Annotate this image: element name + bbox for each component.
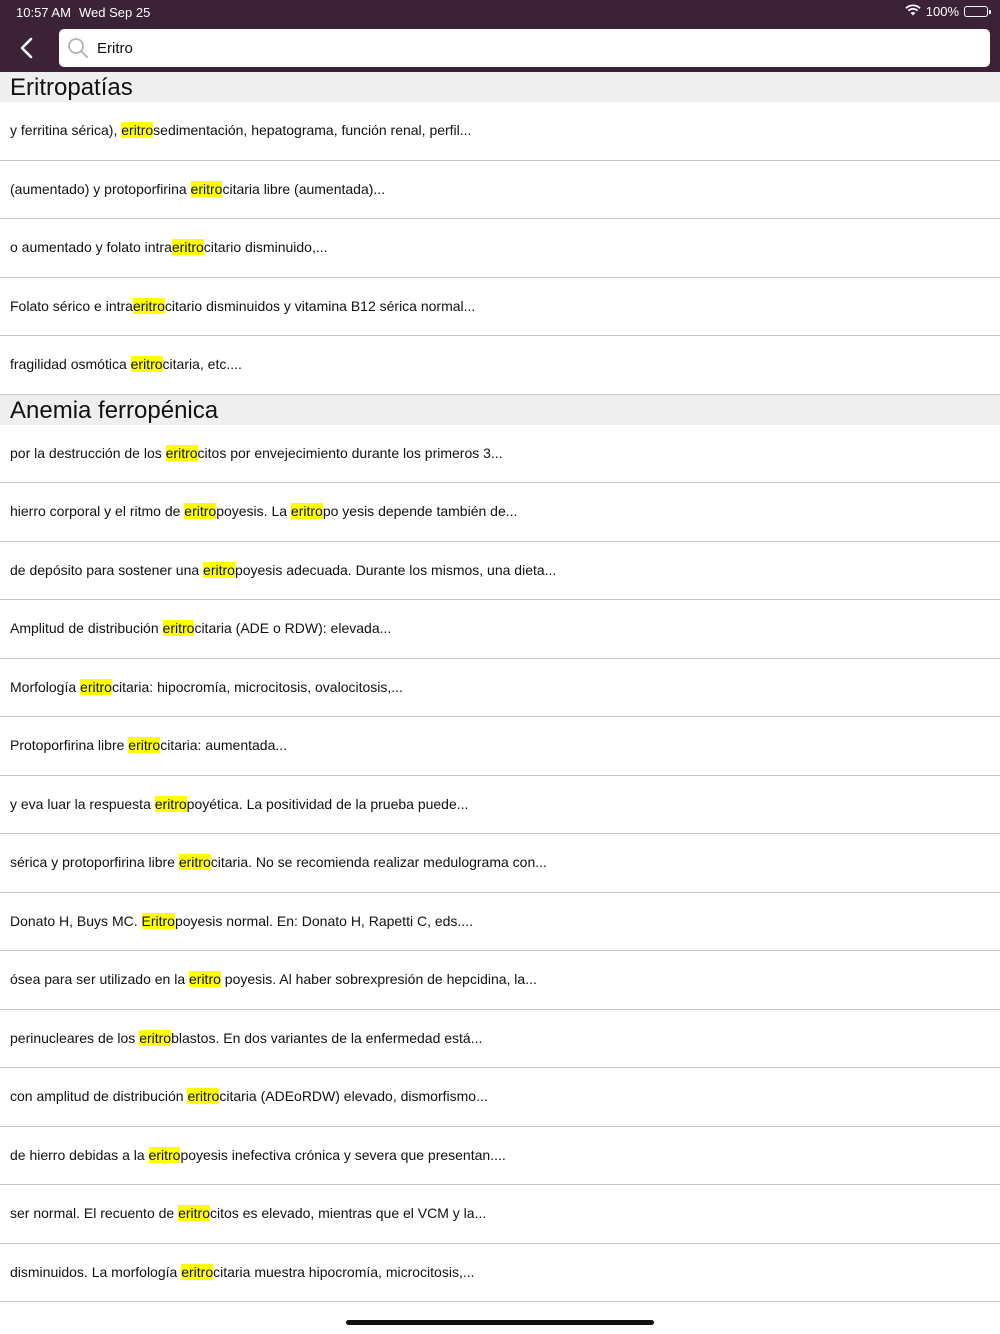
search-match-highlight: eritro (190, 180, 223, 197)
result-text: poyética. La positividad de la prueba puede... (186, 795, 469, 812)
result-text: citario disminuidos y vitamina B12 sérica normal... (164, 297, 476, 314)
result-text: y ferritina sérica), (10, 122, 122, 138)
result-text: de hierro debidas a la (10, 1146, 149, 1163)
result-row[interactable] (0, 776, 1000, 835)
home-indicator[interactable] (346, 1320, 654, 1325)
result-text: poyesis inefectiva crónica y severa que presentan.... (180, 1146, 506, 1163)
result-row[interactable] (0, 219, 1000, 278)
result-text: citaria muestra hipocromía, microcitosis,... (213, 1263, 475, 1280)
search-match-highlight: eritro (148, 1146, 181, 1163)
back-button[interactable] (10, 32, 42, 64)
result-text: ósea para ser utilizado en la (10, 971, 189, 987)
result-text: hierro corporal y el ritmo de (10, 503, 185, 519)
result-text: citaria (ADEoRDW) elevado, dismorfismo... (219, 1088, 488, 1104)
result-text: citos por envejecimiento durante los primeros 3... (197, 444, 503, 461)
result-row[interactable] (0, 717, 1000, 776)
search-match-highlight: eritro (121, 122, 154, 138)
search-match-highlight: eritro (154, 795, 187, 812)
result-text: citaria, etc.... (162, 356, 242, 372)
result-text: y eva luar la respuesta (10, 795, 155, 812)
result-text: perinucleares de los (10, 1029, 140, 1046)
search-box (59, 29, 990, 67)
result-text: sérica y protoporfirina libre (10, 854, 179, 870)
status-bar (0, 0, 1000, 24)
search-match-highlight: eritro (165, 444, 198, 461)
result-row[interactable] (0, 425, 1000, 484)
search-match-highlight: eritro (181, 1263, 214, 1280)
result-text: disminuidos. La morfología (10, 1263, 182, 1280)
status-time: 10:57 AM (16, 5, 71, 20)
result-text: citos es elevado, mientras que el VCM y la... (210, 1205, 487, 1221)
result-text: Protoporfirina libre (10, 737, 129, 753)
result-text: por la destrucción de los (10, 444, 166, 461)
search-match-highlight: eritro (178, 1205, 210, 1221)
result-text: blastos. En dos variantes de la enfermedad está... (171, 1029, 483, 1046)
result-text: de depósito para sostener una (10, 561, 204, 578)
search-match-highlight: Eritro (141, 912, 175, 929)
nav-bar (0, 24, 1000, 72)
result-row[interactable] (0, 1068, 1000, 1127)
result-row[interactable] (0, 600, 1000, 659)
result-row[interactable] (0, 951, 1000, 1010)
search-match-highlight: eritro (128, 737, 161, 753)
result-text: citaria. No se recomienda realizar medulograma con... (210, 854, 547, 870)
result-text: sedimentación, hepatograma, función renal, perfil... (153, 122, 472, 138)
results-list (0, 72, 1000, 1302)
result-row[interactable] (0, 102, 1000, 161)
result-row[interactable] (0, 483, 1000, 542)
result-text: o aumentado y folato intra (10, 239, 172, 255)
result-text: Morfología (10, 678, 81, 695)
result-row[interactable] (0, 1244, 1000, 1303)
result-text: citaria: hipocromía, microcitosis, ovalocitosis,... (111, 678, 403, 695)
result-row[interactable] (0, 834, 1000, 893)
result-text: (aumentado) y protoporfirina (10, 180, 191, 197)
result-text: po yesis depende también de... (322, 503, 518, 519)
result-text: Folato sérico e intra (10, 297, 133, 314)
search-match-highlight: eritro (80, 678, 112, 695)
search-match-highlight: eritro (184, 503, 217, 519)
result-row[interactable] (0, 893, 1000, 952)
search-icon (67, 37, 89, 59)
search-match-highlight: eritro (171, 239, 204, 255)
status-date: Wed Sep 25 (79, 5, 151, 20)
search-match-highlight: eritro (178, 854, 211, 870)
battery-percent: 100% (925, 4, 959, 19)
result-row[interactable] (0, 1127, 1000, 1186)
result-text: citaria: aumentada... (160, 737, 288, 753)
search-match-highlight: eritro (132, 297, 165, 314)
search-match-highlight: eritro (187, 1088, 220, 1104)
section-header: Eritropatías (0, 72, 1000, 102)
search-match-highlight: eritro (162, 620, 195, 636)
result-text: citario disminuido,... (203, 239, 328, 255)
result-row[interactable] (0, 1010, 1000, 1069)
section-header: Anemia ferropénica (0, 395, 1000, 425)
wifi-icon (905, 4, 921, 19)
result-text: poyesis. Al haber sobrexpresión de hepcidina, la... (220, 971, 537, 987)
search-match-highlight: eritro (290, 503, 323, 519)
search-match-highlight: eritro (139, 1029, 172, 1046)
result-text: con amplitud de distribución (10, 1088, 188, 1104)
search-match-highlight: eritro (130, 356, 163, 372)
battery-icon (964, 6, 988, 17)
search-input[interactable] (97, 29, 977, 67)
result-text: ser normal. El recuento de (10, 1205, 179, 1221)
chevron-left-icon (10, 32, 42, 64)
result-row[interactable] (0, 278, 1000, 337)
result-row[interactable] (0, 659, 1000, 718)
result-text: poyesis adecuada. Durante los mismos, una dieta... (234, 561, 557, 578)
result-text: Donato H, Buys MC. (10, 912, 142, 929)
result-text: Amplitud de distribución (10, 620, 163, 636)
result-row[interactable] (0, 161, 1000, 220)
result-row[interactable] (0, 542, 1000, 601)
search-match-highlight: eritro (189, 971, 221, 987)
result-text: fragilidad osmótica (10, 356, 131, 372)
result-text: poyesis normal. En: Donato H, Rapetti C, eds.... (174, 912, 473, 929)
result-text: poyesis. La (216, 503, 291, 519)
status-right (905, 4, 988, 19)
result-row[interactable] (0, 336, 1000, 395)
result-row[interactable] (0, 1185, 1000, 1244)
result-text: citaria (ADE o RDW): elevada... (194, 620, 392, 636)
search-match-highlight: eritro (203, 561, 235, 578)
result-text: citaria libre (aumentada)... (222, 180, 386, 197)
